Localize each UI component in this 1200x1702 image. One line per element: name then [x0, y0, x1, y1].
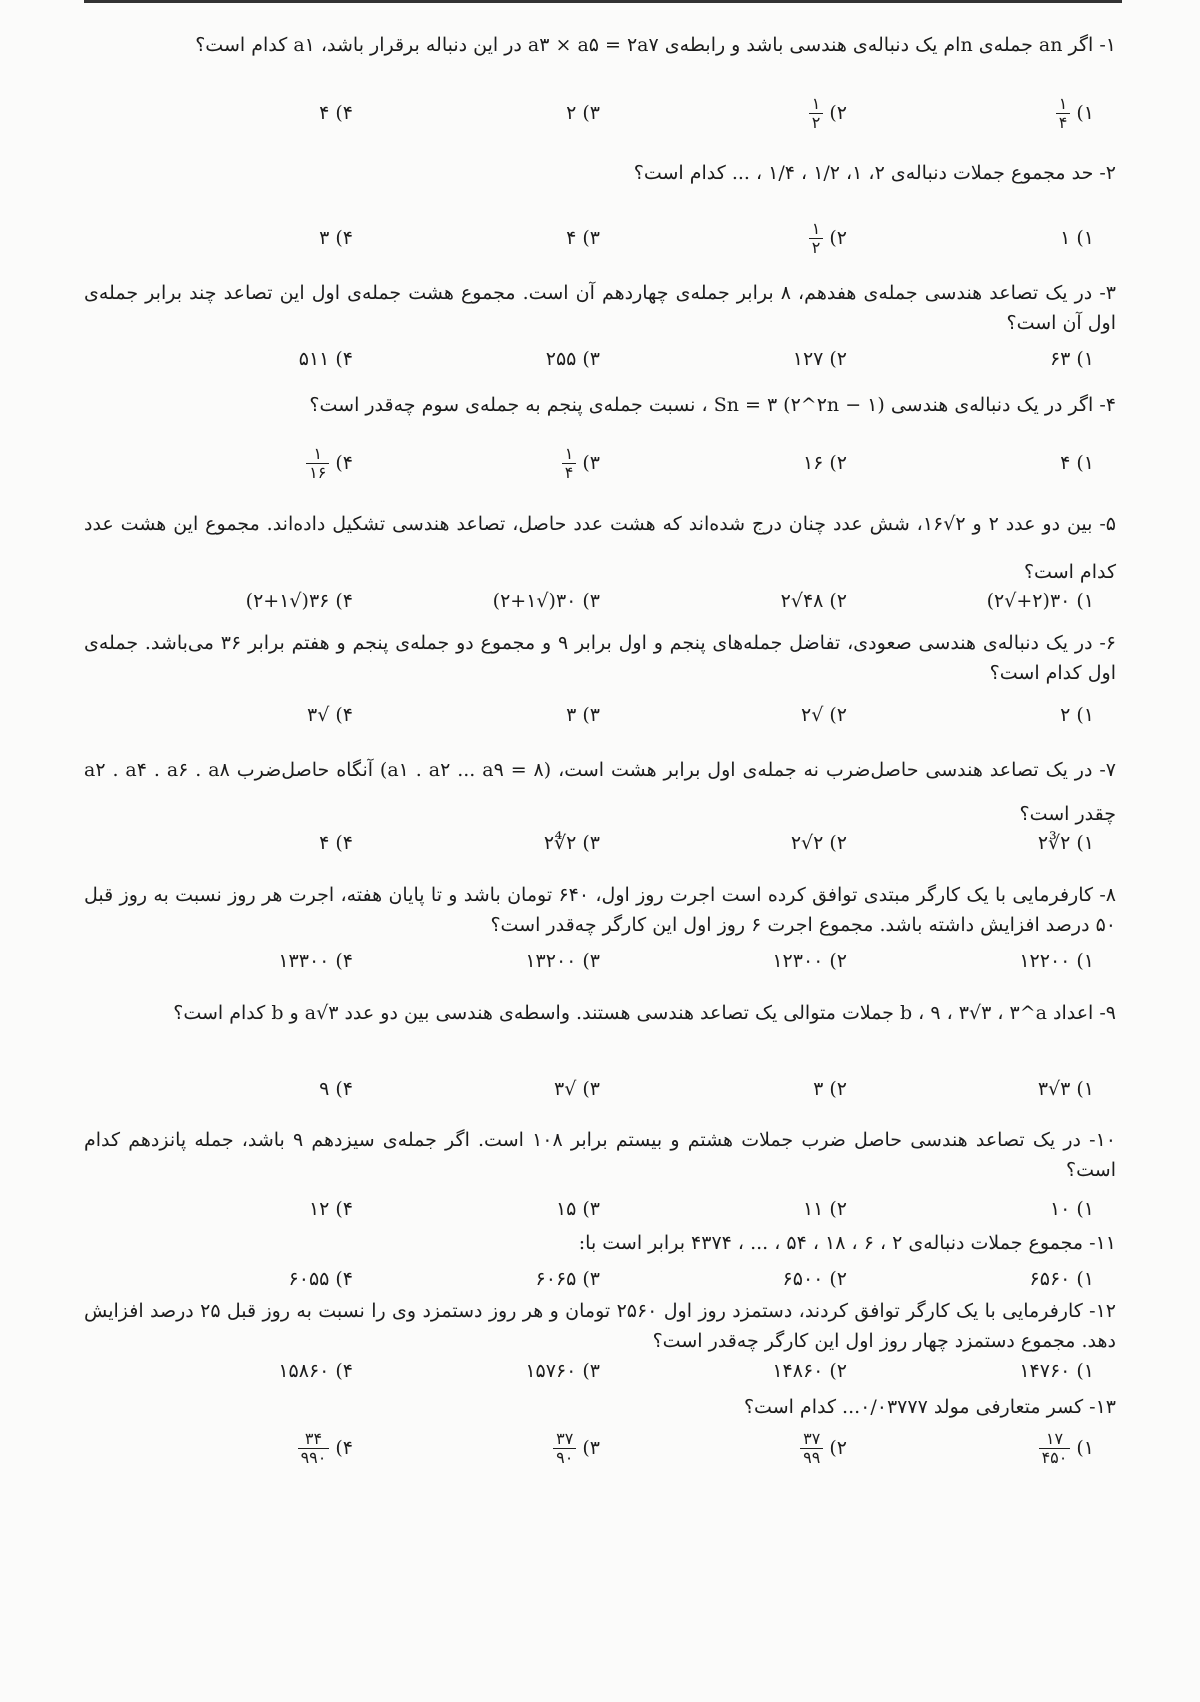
fraction: $\frac{۱}{۲}$ [809, 95, 824, 132]
option: ۲) ۶۵۰۰ [782, 1268, 847, 1290]
question-text: ۴- اگر در یک دنباله‌ی هندسی Sn = ۳ (۲^۲n − ۱) ، نسبت جمله‌ی پنجم به جمله‌ی سوم چه‌قدر است؟ [309, 394, 1116, 416]
option: ۲) ۱۶ [802, 452, 847, 474]
option: ۳) √۳ [554, 1078, 600, 1100]
fraction: $\frac{۱}{۱۶}$ [306, 445, 329, 482]
option: ۴) √۳ [307, 704, 353, 726]
question-4 [84, 390, 1116, 420]
option: ۲) $\frac{۱}{۲}$ [600, 90, 847, 136]
question-text: ۷- در یک تصاعد هندسی حاصل‌ضرب نه جمله‌ی اول برابر هشت است، (a۱ . a۲ ... a۹ = ۸) آنگاه حاصل‌ضرب a۲ . a۴ . a۶ . a۸ چقدر است؟ [84, 759, 1116, 825]
fraction: $\frac{۱}{۴}$ [1056, 95, 1071, 132]
option: ۳) ۱۵ [555, 1198, 600, 1220]
question-1 [84, 30, 1116, 60]
option: ۱) $\frac{۱۷}{۴۵۰}$ [847, 1425, 1094, 1471]
options-13 [104, 1425, 1094, 1471]
question-6 [84, 628, 1116, 688]
question-11 [84, 1228, 1116, 1258]
option: ۱) ۱۰ [1049, 1198, 1094, 1220]
question-8 [84, 880, 1116, 940]
options-3 [104, 336, 1094, 382]
option: ۳) ۳۰(√۲+۱) [492, 590, 600, 612]
fraction: $\frac{۳۷}{۹۰}$ [553, 1430, 576, 1467]
option: ۴) ۴ [319, 102, 353, 124]
options-1 [104, 90, 1094, 136]
option: ۳) ۴ [566, 227, 600, 249]
options-12 [104, 1348, 1094, 1394]
option: ۱) ۱۴۷۶۰ [1019, 1360, 1094, 1382]
option: ۴) ۳ [319, 227, 353, 249]
option: ۱) ۱۲۲۰۰ [1019, 950, 1094, 972]
options-5 [104, 578, 1094, 624]
option: ۴) $\frac{۳۴}{۹۹۰}$ [106, 1425, 353, 1471]
question-2 [84, 158, 1116, 188]
question-text: ۸- کارفرمایی با یک کارگر مبتدی توافق کرده است اجرت روز اول، ۶۴۰ تومان باشد و تا پایان هفته، اجرت هر روز نسبت به روز قبل ۵۰ درصد افزایش داشته باشد. مجموع اجرت ۶ روز اول این کارگر چه‌قدر است؟ [84, 884, 1116, 936]
option: ۱) $\frac{۱}{۴}$ [847, 90, 1094, 136]
option: ۱) ۶۳ [1049, 348, 1094, 370]
option: ۲) ۱۲۳۰۰ [772, 950, 847, 972]
option: ۲) ۴۸√۲ [780, 590, 847, 612]
option: ۱) ۳√۳ [1037, 1078, 1094, 1100]
option: ۴) ۱۵۸۶۰ [278, 1360, 353, 1382]
question-text: ۳- در یک تصاعد هندسی جمله‌ی هفدهم، ۸ برابر جمله‌ی چهاردهم آن است. مجموع هشت جمله‌ی اول این تصاعد چند برابر جمله‌ی اول آن است؟ [84, 282, 1117, 334]
options-4 [104, 440, 1094, 486]
option: ۱) ۲ [1060, 704, 1094, 726]
options-10 [104, 1186, 1094, 1232]
option: ۳) ۳ [566, 704, 600, 726]
option: ۱) ۶۵۶۰ [1029, 1268, 1094, 1290]
option: ۴) ۹ [319, 1078, 353, 1100]
top-rule [84, 0, 1122, 3]
question-text: ۶- در یک دنباله‌ی هندسی صعودی، تفاضل جمله‌های پنجم و اول برابر ۹ و مجموع دو جمله‌ی پنجم و هفتم برابر ۳۶ می‌باشد. جمله‌ی اول کدام است؟ [84, 632, 1116, 684]
question-text: ۱۱- مجموع جملات دنباله‌ی ۲ ، ۶ ، ۱۸ ، ۵۴ ، ... ، ۴۳۷۴ برابر است با: [578, 1232, 1116, 1254]
option: ۳) ۲∜۲ [543, 832, 600, 854]
fraction: $\frac{۱۷}{۴۵۰}$ [1039, 1430, 1071, 1467]
option: ۴) ۱۲ [308, 1198, 353, 1220]
option: ۲) ۳ [813, 1078, 847, 1100]
fraction: $\frac{۳۴}{۹۹۰}$ [298, 1430, 330, 1467]
option: ۴) ۴ [319, 832, 353, 854]
question-text: ۱۳- کسر متعارفی مولد ۰/۰۳۷۷۷... کدام است؟ [743, 1396, 1116, 1418]
option: ۴) ۶۰۵۵ [288, 1268, 353, 1290]
fraction: $\frac{۱}{۴}$ [562, 445, 577, 482]
options-8 [104, 938, 1094, 984]
option: ۲) √۲ [801, 704, 847, 726]
question-text: ۵- بین دو عدد ۲ و ۲√۱۶، شش عدد چنان درج شده‌اند که هشت عدد حاصل، تصاعد هندسی تشکیل داده‌اند. مجموع این هشت عدد کدام است؟ [84, 513, 1116, 583]
option: ۳) ۱۳۲۰۰ [525, 950, 600, 972]
option: ۳) $\frac{۳۷}{۹۰}$ [353, 1425, 600, 1471]
option: ۲) ۱۲۷ [792, 348, 847, 370]
option: ۴) ۵۱۱ [298, 348, 353, 370]
option: ۳) ۱۵۷۶۰ [525, 1360, 600, 1382]
question-3 [84, 278, 1116, 338]
option: ۳) ۲ [566, 102, 600, 124]
option: ۳) ۶۰۶۵ [535, 1268, 600, 1290]
options-7 [104, 820, 1094, 866]
option: ۲) ۱۴۸۶۰ [772, 1360, 847, 1382]
option: ۱) ۱ [1060, 227, 1094, 249]
option: ۳) $\frac{۱}{۴}$ [353, 440, 600, 486]
options-9 [104, 1066, 1094, 1112]
question-text: ۱۲- کارفرمایی با یک کارگر توافق کردند، دستمزد روز اول ۲۵۶۰ تومان و هر روز دستمزد وی را نسبت به روز قبل ۲۵ درصد افزایش دهد. مجموع دستمزد چهار روز اول این کارگر چه‌قدر است؟ [84, 1300, 1116, 1352]
question-text: ۲- حد مجموع جملات دنباله‌ی ۲، ۱، ۱/۲ ، ۱/۴ ، ... کدام است؟ [633, 162, 1116, 184]
option: ۴) ۳۶(√۲+۱) [245, 590, 353, 612]
option: ۴) ۱۳۳۰۰ [278, 950, 353, 972]
question-13 [84, 1392, 1116, 1422]
option: ۲) ۱۱ [802, 1198, 847, 1220]
question-text: ۹- اعداد b ، ۹ ، ۳√۳ ، ۳^a جملات متوالی یک تصاعد هندسی هستند. واسطه‌ی هندسی بین دو عدد a√۳ و b کدام است؟ [173, 1002, 1116, 1024]
fraction: $\frac{۳۷}{۹۹}$ [800, 1430, 823, 1467]
question-text: ۱- اگر an جمله‌ی nام یک دنباله‌ی هندسی باشد و رابطه‌ی a۳ × a۵ = ۲a۷ در این دنباله برقرار باشد، a۱ کدام است؟ [195, 34, 1116, 56]
option: ۳) ۲۵۵ [545, 348, 600, 370]
option: ۲) $\frac{۱}{۲}$ [600, 215, 847, 261]
option: ۱) ۲∛۲ [1037, 832, 1094, 854]
question-9 [84, 990, 1116, 1036]
question-12 [84, 1296, 1116, 1356]
option: ۱) ۳۰(۲+√۲) [986, 590, 1094, 612]
option: ۱) ۴ [1060, 452, 1094, 474]
options-6 [104, 692, 1094, 738]
option: ۲) ۲√۲ [790, 832, 847, 854]
options-2 [104, 215, 1094, 261]
option: ۲) $\frac{۳۷}{۹۹}$ [600, 1425, 847, 1471]
question-text: ۱۰- در یک تصاعد هندسی حاصل ضرب جملات هشتم و بیستم برابر ۱۰۸ است. اگر جمله‌ی سیزدهم ۹ باشد، جمله پانزدهم کدام است؟ [84, 1129, 1116, 1181]
option: ۴) $\frac{۱}{۱۶}$ [106, 440, 353, 486]
fraction: $\frac{۱}{۲}$ [809, 220, 824, 257]
question-10 [84, 1125, 1116, 1185]
